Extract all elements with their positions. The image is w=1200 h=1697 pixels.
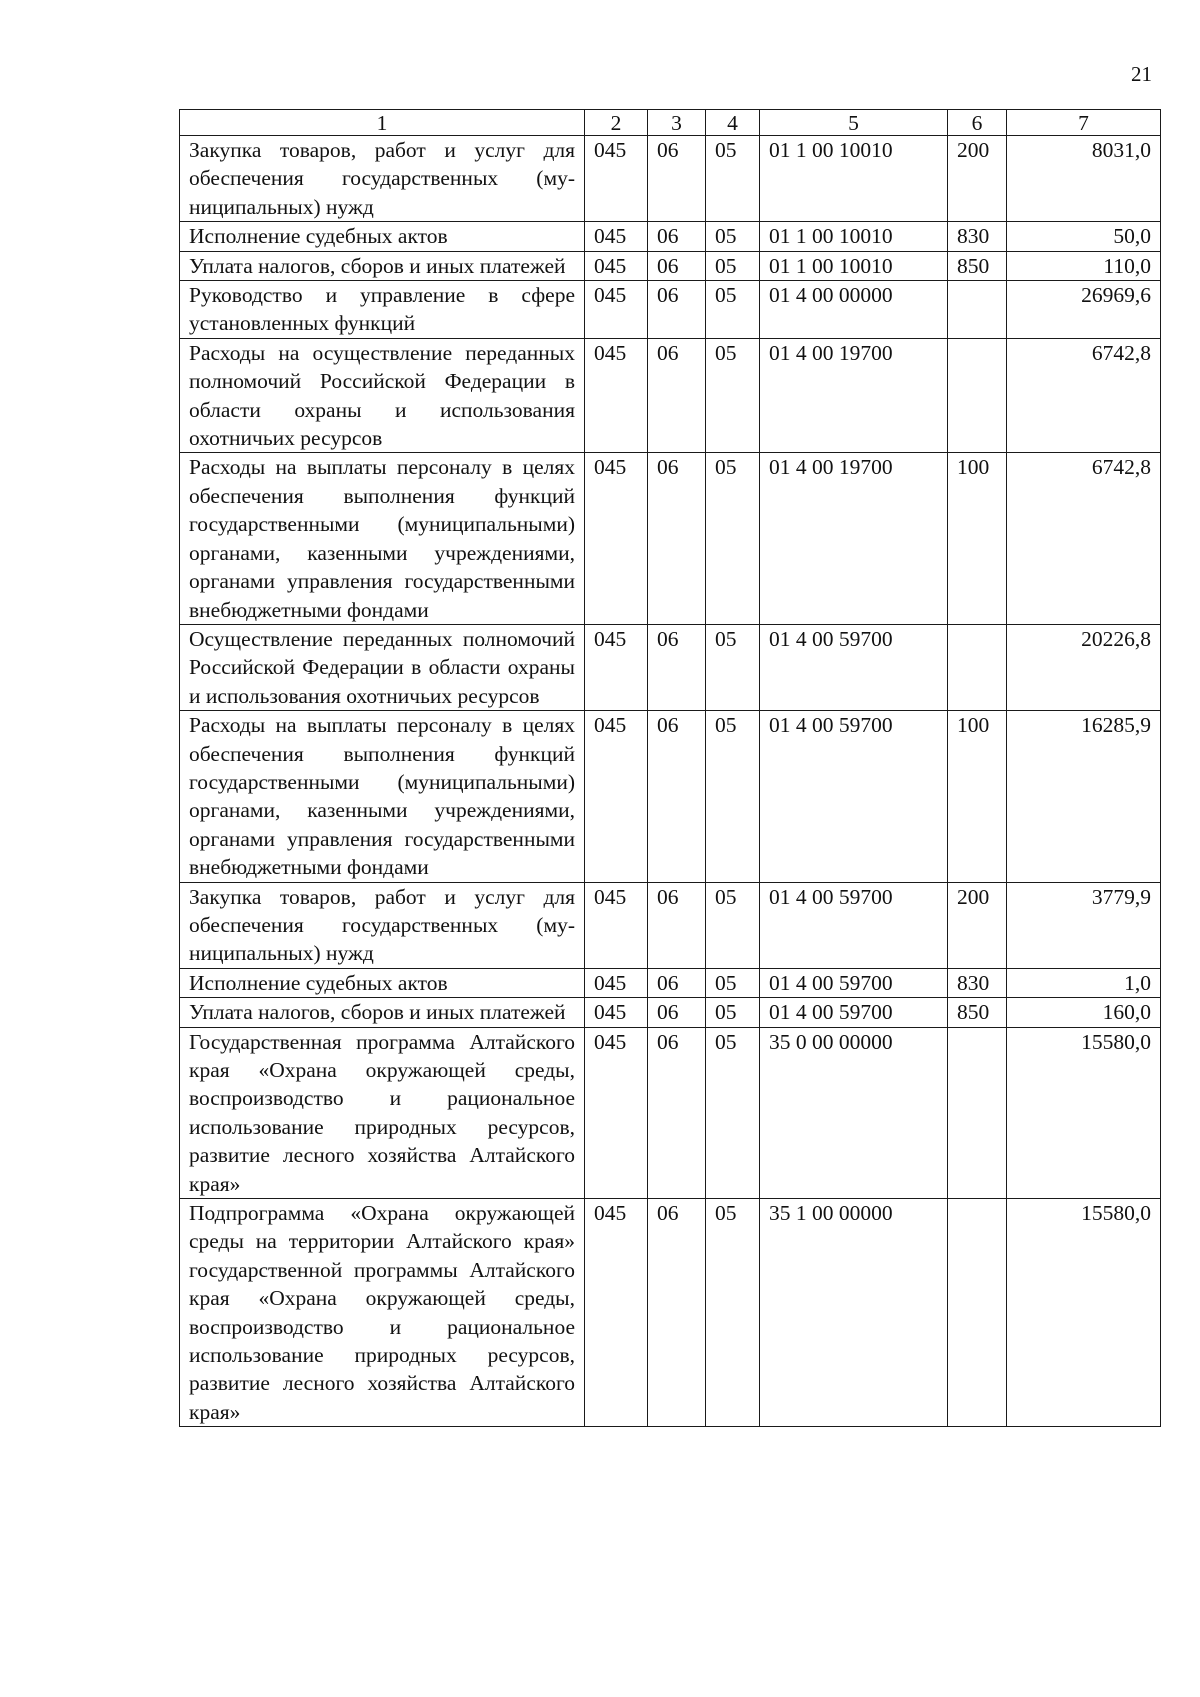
row-name-cell: Уплата налогов, сборов и иных платежей [180, 251, 585, 280]
row-section-cell: 06 [648, 1199, 706, 1427]
row-target-article-cell: 01 4 00 00000 [760, 281, 948, 339]
row-section-cell: 06 [648, 998, 706, 1027]
row-subsection-cell: 05 [706, 338, 760, 453]
row-subsection-cell: 05 [706, 222, 760, 251]
row-grbs-cell: 045 [585, 882, 648, 968]
table-row [180, 1199, 1161, 1427]
row-subsection-cell: 05 [706, 998, 760, 1027]
row-expense-type-cell: 100 [948, 453, 1007, 624]
budget-table [179, 109, 1161, 1427]
row-section-cell: 06 [648, 222, 706, 251]
row-sum-cell: 6742,8 [1007, 453, 1161, 624]
row-target-article-cell: 01 1 00 10010 [760, 222, 948, 251]
row-expense-type-cell: 100 [948, 711, 1007, 882]
column-number-row [180, 110, 1161, 136]
row-grbs-cell: 045 [585, 998, 648, 1027]
row-target-article-cell: 01 4 00 59700 [760, 968, 948, 997]
row-name-cell: Закупка товаров, работ и услуг для обеспечения государственных (муниципальных) нужд [180, 882, 585, 968]
row-expense-type-cell [948, 1199, 1007, 1427]
row-name-cell: Расходы на осуществление переданных полномочий Российской Федерации в области охраны и использования охотничьих ресурсов [180, 338, 585, 453]
row-sum-cell: 3779,9 [1007, 882, 1161, 968]
row-name-cell: Расходы на выплаты персоналу в целях обеспечения выполнения функций государственными (муниципальными) органами, казенными учреждениями, органами управления государственными внебюджетными фондами [180, 453, 585, 624]
row-name-cell: Закупка товаров, работ и услуг для обеспечения государственных (муниципальных) нужд [180, 136, 585, 222]
row-grbs-cell: 045 [585, 136, 648, 222]
row-sum-cell: 26969,6 [1007, 281, 1161, 339]
row-sum-cell: 16285,9 [1007, 711, 1161, 882]
row-name-cell: Государственная программа Алтайского края «Охрана окружающей среды, воспроизводство и рациональное использование природных ресурсов, развитие лесного хозяйства Алтайского края» [180, 1027, 585, 1198]
row-name-cell: Руководство и управление в сфере установленных функций [180, 281, 585, 339]
row-subsection-cell: 05 [706, 1199, 760, 1427]
row-section-cell: 06 [648, 882, 706, 968]
row-sum-cell: 50,0 [1007, 222, 1161, 251]
row-grbs-cell: 045 [585, 281, 648, 339]
row-name-cell: Подпрограмма «Охрана окружающей среды на территории Алтайского края» государственной программы Алтайского края «Охрана окружающей среды, воспроизводство и рациональное использование природных ресурсов, развитие лесного хозяйства Алтайского края» [180, 1199, 585, 1427]
row-name-cell: Расходы на выплаты персоналу в целях обеспечения выполнения функций государственными (муниципальными) органами, казенными учреждениями, органами управления государственными внебюджетными фондами [180, 711, 585, 882]
table-row [180, 968, 1161, 997]
page-number: 21 [1131, 62, 1152, 86]
column-header: 5 [760, 110, 948, 136]
table-row [180, 281, 1161, 339]
row-expense-type-cell: 830 [948, 968, 1007, 997]
row-target-article-cell: 01 1 00 10010 [760, 251, 948, 280]
table-row [180, 882, 1161, 968]
column-header: 1 [180, 110, 585, 136]
row-section-cell: 06 [648, 453, 706, 624]
row-expense-type-cell [948, 1027, 1007, 1198]
row-sum-cell: 1,0 [1007, 968, 1161, 997]
table-row [180, 624, 1161, 710]
row-section-cell: 06 [648, 281, 706, 339]
row-name-cell: Исполнение судебных актов [180, 968, 585, 997]
row-expense-type-cell: 850 [948, 251, 1007, 280]
row-expense-type-cell [948, 338, 1007, 453]
row-grbs-cell: 045 [585, 1027, 648, 1198]
row-subsection-cell: 05 [706, 453, 760, 624]
row-expense-type-cell: 200 [948, 882, 1007, 968]
row-target-article-cell: 01 1 00 10010 [760, 136, 948, 222]
row-subsection-cell: 05 [706, 968, 760, 997]
row-sum-cell: 15580,0 [1007, 1027, 1161, 1198]
row-target-article-cell: 01 4 00 19700 [760, 453, 948, 624]
row-sum-cell: 20226,8 [1007, 624, 1161, 710]
row-expense-type-cell: 200 [948, 136, 1007, 222]
row-name-cell: Уплата налогов, сборов и иных платежей [180, 998, 585, 1027]
row-grbs-cell: 045 [585, 968, 648, 997]
row-subsection-cell: 05 [706, 1027, 760, 1198]
row-grbs-cell: 045 [585, 338, 648, 453]
table-row [180, 338, 1161, 453]
row-section-cell: 06 [648, 136, 706, 222]
row-target-article-cell: 01 4 00 59700 [760, 624, 948, 710]
column-header: 2 [585, 110, 648, 136]
row-name-cell: Осуществление переданных полномочий Российской Федерации в области охраны и использования охотничьих ресурсов [180, 624, 585, 710]
row-expense-type-cell: 850 [948, 998, 1007, 1027]
row-target-article-cell: 35 0 00 00000 [760, 1027, 948, 1198]
row-subsection-cell: 05 [706, 624, 760, 710]
column-header: 4 [706, 110, 760, 136]
row-grbs-cell: 045 [585, 453, 648, 624]
row-section-cell: 06 [648, 968, 706, 997]
row-grbs-cell: 045 [585, 624, 648, 710]
table-row [180, 222, 1161, 251]
row-grbs-cell: 045 [585, 251, 648, 280]
row-target-article-cell: 35 1 00 00000 [760, 1199, 948, 1427]
row-section-cell: 06 [648, 711, 706, 882]
row-subsection-cell: 05 [706, 136, 760, 222]
row-target-article-cell: 01 4 00 59700 [760, 711, 948, 882]
row-grbs-cell: 045 [585, 222, 648, 251]
row-sum-cell: 15580,0 [1007, 1199, 1161, 1427]
row-section-cell: 06 [648, 338, 706, 453]
row-sum-cell: 8031,0 [1007, 136, 1161, 222]
table-row [180, 453, 1161, 624]
row-target-article-cell: 01 4 00 59700 [760, 882, 948, 968]
row-subsection-cell: 05 [706, 251, 760, 280]
column-header: 6 [948, 110, 1007, 136]
row-subsection-cell: 05 [706, 711, 760, 882]
table-row [180, 998, 1161, 1027]
row-section-cell: 06 [648, 251, 706, 280]
row-subsection-cell: 05 [706, 882, 760, 968]
row-sum-cell: 110,0 [1007, 251, 1161, 280]
row-name-cell: Исполнение судебных актов [180, 222, 585, 251]
row-expense-type-cell [948, 281, 1007, 339]
row-target-article-cell: 01 4 00 19700 [760, 338, 948, 453]
row-expense-type-cell: 830 [948, 222, 1007, 251]
table-row [180, 136, 1161, 222]
table-body [180, 136, 1161, 1427]
row-grbs-cell: 045 [585, 711, 648, 882]
row-section-cell: 06 [648, 624, 706, 710]
column-header: 3 [648, 110, 706, 136]
table-row [180, 711, 1161, 882]
row-target-article-cell: 01 4 00 59700 [760, 998, 948, 1027]
row-grbs-cell: 045 [585, 1199, 648, 1427]
column-header: 7 [1007, 110, 1161, 136]
row-expense-type-cell [948, 624, 1007, 710]
row-section-cell: 06 [648, 1027, 706, 1198]
row-sum-cell: 6742,8 [1007, 338, 1161, 453]
row-sum-cell: 160,0 [1007, 998, 1161, 1027]
table-row [180, 251, 1161, 280]
table-row [180, 1027, 1161, 1198]
row-subsection-cell: 05 [706, 281, 760, 339]
